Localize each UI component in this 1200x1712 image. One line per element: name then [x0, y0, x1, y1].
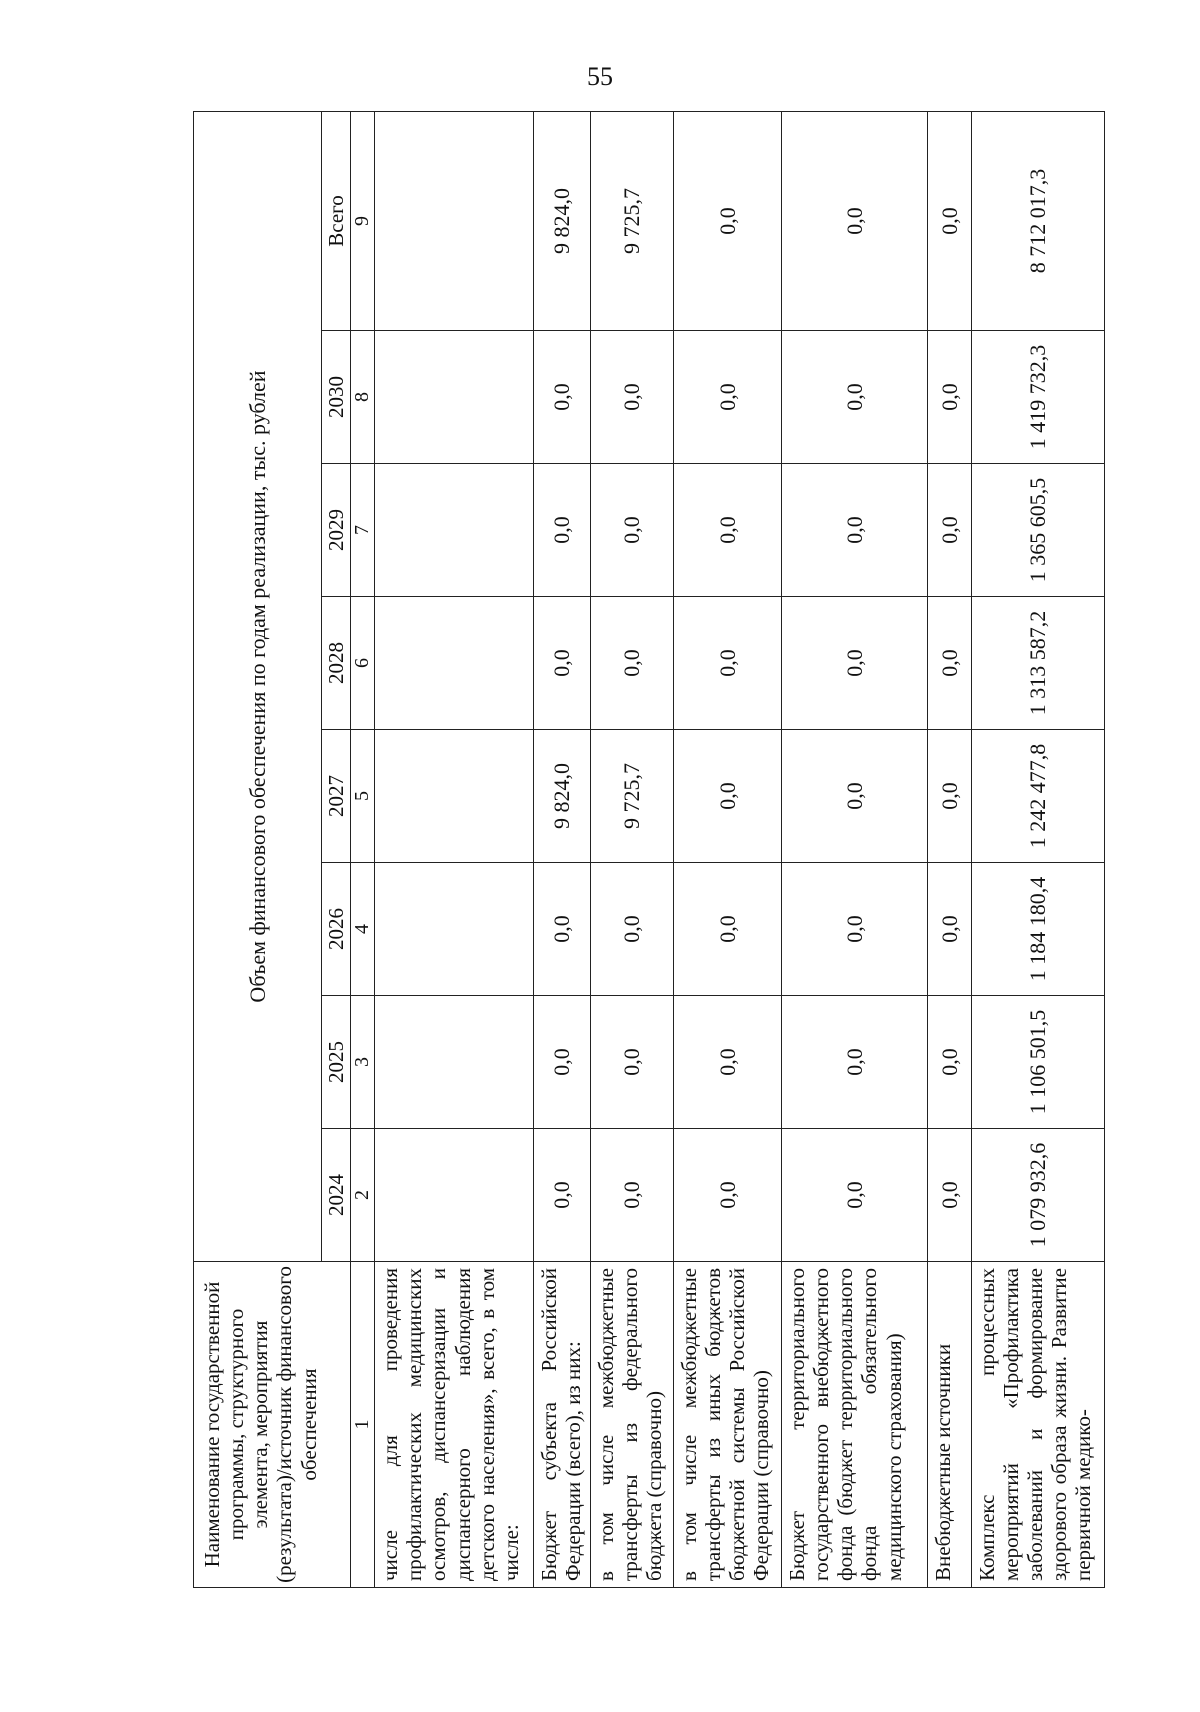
- value-cell: 0,0: [533, 996, 591, 1129]
- value-cell: 0,0: [927, 863, 971, 996]
- header-year: 2030: [322, 331, 351, 464]
- value-cell: 0,0: [591, 863, 674, 996]
- value-cell: 0,0: [781, 597, 927, 730]
- value-cell: [375, 730, 533, 863]
- value-cell: 0,0: [591, 331, 674, 464]
- value-cell: 1 242 477,8: [971, 730, 1104, 863]
- value-cell: 0,0: [533, 597, 591, 730]
- value-cell: 8 712 017,3: [971, 111, 1104, 330]
- value-cell: 0,0: [673, 597, 781, 730]
- value-cell: 0,0: [781, 730, 927, 863]
- value-cell: 0,0: [781, 464, 927, 597]
- value-cell: 0,0: [533, 464, 591, 597]
- table-row: [971, 111, 1104, 1587]
- value-cell: [375, 996, 533, 1129]
- column-number: 9: [351, 111, 375, 330]
- page-number: 55: [587, 62, 613, 91]
- value-cell: [375, 331, 533, 464]
- value-cell: 0,0: [673, 464, 781, 597]
- value-cell: [375, 597, 533, 730]
- financing-table: [193, 111, 1105, 1588]
- value-cell: 0,0: [591, 996, 674, 1129]
- value-cell: 0,0: [591, 1129, 674, 1262]
- value-cell: 9 725,7: [591, 730, 674, 863]
- value-cell: 0,0: [591, 597, 674, 730]
- value-cell: 0,0: [927, 597, 971, 730]
- column-number: 8: [351, 331, 375, 464]
- value-cell: 0,0: [533, 331, 591, 464]
- value-cell: 0,0: [533, 1129, 591, 1262]
- rotated-table-container: [193, 112, 1105, 1588]
- value-cell: 0,0: [927, 996, 971, 1129]
- header-year: 2025: [322, 996, 351, 1129]
- column-number: 1: [351, 1262, 375, 1588]
- value-cell: 1 419 732,3: [971, 331, 1104, 464]
- table-row: [781, 111, 927, 1587]
- value-cell: 0,0: [673, 730, 781, 863]
- table-row: [591, 111, 674, 1587]
- value-cell: 1 079 932,6: [971, 1129, 1104, 1262]
- value-cell: 0,0: [673, 996, 781, 1129]
- header-year: 2029: [322, 464, 351, 597]
- value-cell: 0,0: [533, 863, 591, 996]
- column-number: 3: [351, 996, 375, 1129]
- value-cell: 0,0: [781, 996, 927, 1129]
- table-row: [927, 111, 971, 1587]
- value-cell: 0,0: [673, 1129, 781, 1262]
- column-number: 2: [351, 1129, 375, 1262]
- row-label: в том числе межбюджетные трансферты из федерального бюджета (справочно): [591, 1262, 674, 1588]
- value-cell: 0,0: [781, 863, 927, 996]
- header-row-name: Наименование государственной программы, структурного элемента, мероприятия (результата)/источник финансового обеспечения: [194, 1262, 351, 1588]
- row-label: Внебюджетные источники: [927, 1262, 971, 1588]
- value-cell: 0,0: [781, 331, 927, 464]
- value-cell: 0,0: [591, 464, 674, 597]
- header-year: 2028: [322, 597, 351, 730]
- row-label: числе для проведения профилактических медицинских осмотров, диспансеризации и диспансерного наблюдения детского населения», всего, в том числе:: [375, 1262, 533, 1588]
- table-row: [533, 111, 591, 1587]
- value-cell: 0,0: [927, 111, 971, 330]
- value-cell: 0,0: [927, 730, 971, 863]
- table-row: [375, 111, 533, 1587]
- value-cell: 1 313 587,2: [971, 597, 1104, 730]
- column-number: 6: [351, 597, 375, 730]
- value-cell: 0,0: [927, 464, 971, 597]
- value-cell: 9 824,0: [533, 111, 591, 330]
- value-cell: 1 106 501,5: [971, 996, 1104, 1129]
- value-cell: 1 184 180,4: [971, 863, 1104, 996]
- value-cell: 0,0: [673, 863, 781, 996]
- column-number: 7: [351, 464, 375, 597]
- value-cell: 0,0: [673, 111, 781, 330]
- value-cell: [375, 111, 533, 330]
- column-number: 4: [351, 863, 375, 996]
- value-cell: 0,0: [781, 111, 927, 330]
- header-total: Всего: [322, 111, 351, 330]
- row-label: в том числе межбюджетные трансферты из иных бюджетов бюджетной системы Российской Федерации (справочно): [673, 1262, 781, 1588]
- row-label: Бюджет территориального государственного внебюджетного фонда (бюджет территориального фонда обязательного медицинского страхования): [781, 1262, 927, 1588]
- value-cell: [375, 1129, 533, 1262]
- column-number: 5: [351, 730, 375, 863]
- value-cell: [375, 863, 533, 996]
- value-cell: 1 365 605,5: [971, 464, 1104, 597]
- header-year: 2027: [322, 730, 351, 863]
- value-cell: 0,0: [927, 331, 971, 464]
- value-cell: 0,0: [927, 1129, 971, 1262]
- header-year: 2024: [322, 1129, 351, 1262]
- value-cell: 9 824,0: [533, 730, 591, 863]
- value-cell: 0,0: [781, 1129, 927, 1262]
- header-year: 2026: [322, 863, 351, 996]
- table-row: [673, 111, 781, 1587]
- row-label: Бюджет субъекта Российской Федерации (всего), из них:: [533, 1262, 591, 1588]
- header-financing-volume: Объем финансового обеспечения по годам реализации, тыс. рублей: [194, 111, 322, 1261]
- value-cell: [375, 464, 533, 597]
- row-label: Комплекс процессных мероприятий «Профилактика заболеваний и формирование здорового образа жизни. Развитие первичной медико-: [971, 1262, 1104, 1588]
- value-cell: 0,0: [673, 331, 781, 464]
- value-cell: 9 725,7: [591, 111, 674, 330]
